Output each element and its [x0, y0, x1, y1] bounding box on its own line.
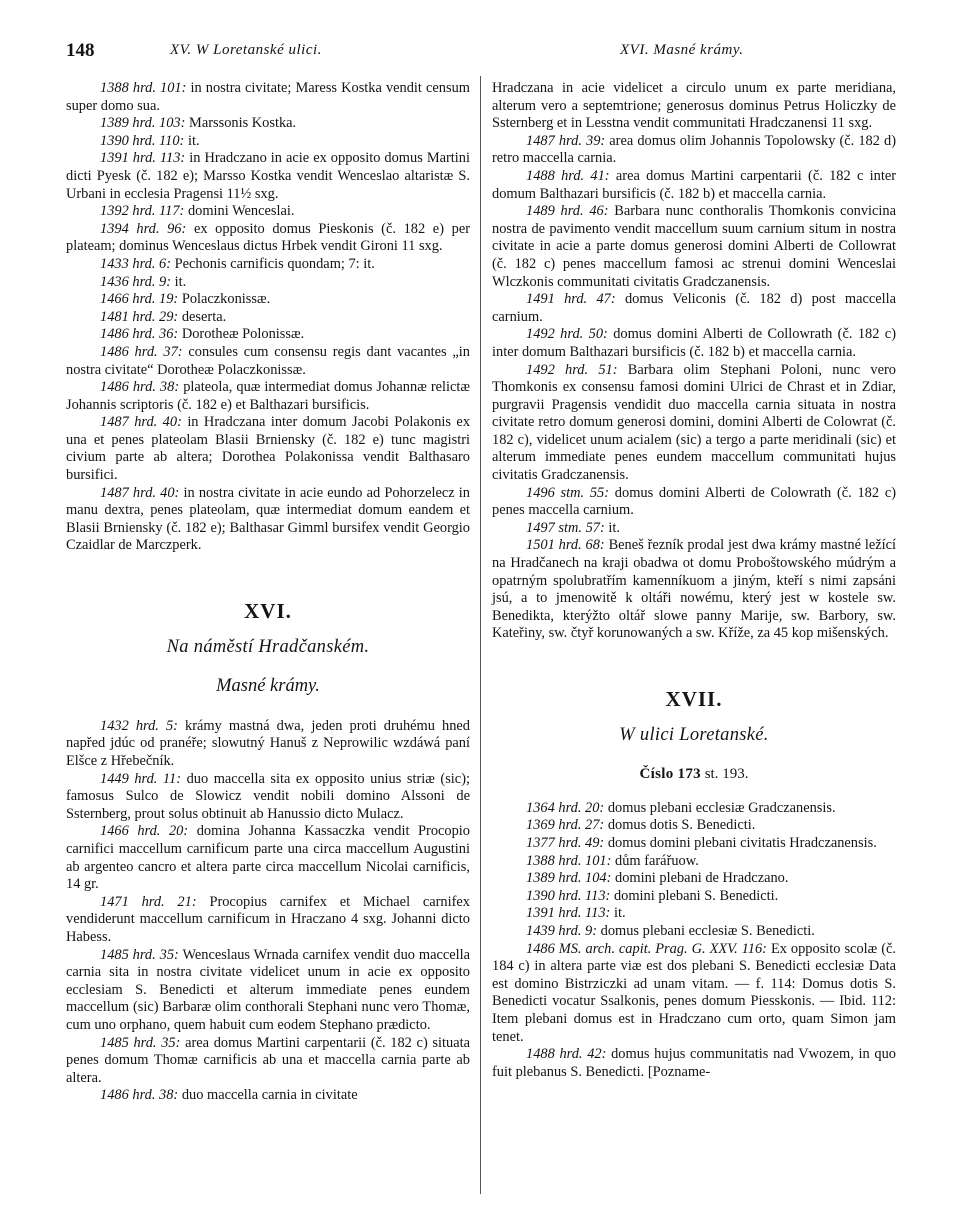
- entry-reference: 1389 hrd. 104:: [526, 870, 612, 887]
- entry-reference: 1391 hrd. 113:: [526, 905, 611, 922]
- record-entry: [492, 853, 896, 871]
- entry-reference: 1481 hrd. 29:: [100, 308, 179, 325]
- entry-text: in nostra civitate; Maress Kostka vendit censum super domo sua.: [66, 80, 470, 114]
- entry-text: it.: [608, 519, 620, 536]
- entry-text: in Hradczana inter domum Jacobi Polakonis ex una et penes plateolam Blasii Brniensky (č. 182 e) tunc magistri civium parte ab altera; Dorothea Polakonissa vendit Balthasaro bursifici.: [66, 414, 471, 484]
- entry-text: duo maccella carnia in civitate: [181, 1087, 358, 1104]
- entry-reference: 1496 stm. 55:: [526, 484, 610, 501]
- record-entry: [66, 291, 470, 309]
- entry-text: in Hradczano in acie ex opposito domus Martini dicti Pyesk (č. 182 e); Marsso Kostka vendit Wenceslao altaristæ S. Urbani in ecclesia Pragensi 11½ sxg.: [66, 150, 470, 202]
- entry-reference: 1486 hrd. 37:: [100, 343, 183, 360]
- record-entry: [66, 894, 470, 947]
- entry-text: it.: [174, 273, 187, 290]
- entry-text: it.: [613, 905, 626, 922]
- entry-text: domus domini Alberti de Colowrath (č. 182 c) penes maccella carnium.: [492, 484, 896, 519]
- record-entry: [66, 203, 470, 221]
- record-entry: [66, 256, 470, 274]
- entry-reference: 1390 hrd. 113:: [526, 887, 611, 904]
- right-running-title: XVI. Masné krámy.: [620, 42, 744, 58]
- entry-text: plateola, quæ intermediat domus Johannæ relictæ Johannis scriptoris (č. 182 e) et Balthazari bursificis.: [66, 379, 471, 413]
- entry-text: Barbara olim Stephani Poloni, nunc vero Thomkonis ex consensu famosi domini Ulrici de Chrast et in Zdiar, purgravii Pragensis vendidit duo maccella carnia situata in nostra civitate retro domum generosi domini, domini Alberti de Colowrat (č. 182 c), videlicet unum acialem (sic) a tergo a parte meridinali (sic) et alterum immediate penes eundem maccellum communitati hujus civitatis Gradczanensis.: [492, 361, 896, 484]
- running-header: [66, 40, 898, 64]
- record-entry: [66, 771, 470, 824]
- page-number: 148: [66, 40, 95, 61]
- record-entry: [492, 485, 896, 520]
- entry-text: deserta.: [181, 308, 227, 325]
- entry-reference: 1439 hrd. 9:: [526, 922, 598, 939]
- entry-reference: 1487 hrd. 39:: [526, 132, 606, 149]
- record-entry: [492, 1046, 896, 1081]
- record-entry: [492, 168, 896, 203]
- entry-text: domus domini plebani civitatis Hradczanensis.: [607, 834, 877, 851]
- record-entry: [66, 326, 470, 344]
- entry-reference: 1486 hrd. 36:: [100, 326, 179, 343]
- record-entry: [492, 800, 896, 818]
- entry-text: area domus olim Johannis Topolowsky (č. 182 d) retro maccella carnia.: [492, 132, 896, 167]
- entry-text: Pechonis carnificis quondam; 7: it.: [174, 255, 375, 272]
- entry-text: domina Johanna Kassaczka vendit Procopio carnifici maccellum carnificum parte una circa maccellum Augustini ab argenteo cancro et altera parte circa maccellum Nicolai carnificis, 14 gr.: [66, 823, 470, 893]
- entry-reference: 1491 hrd. 47:: [526, 291, 616, 308]
- record-entry: [66, 947, 470, 1035]
- record-entry: [492, 941, 896, 1047]
- entry-reference: 1391 hrd. 113:: [100, 150, 186, 167]
- entry-reference: 1392 hrd. 117:: [100, 203, 185, 220]
- record-entry: [492, 537, 896, 643]
- entry-reference: 1449 hrd. 11:: [100, 770, 182, 787]
- entry-text: Barbara nunc conthoralis Thomkonis convicina nostra de pavimento vendit maccellum suum carnium situm in nostra civitate in acie a parte domus generosi domini Alberti de Collowrat (č. 182 c) penes maccellum famosi ac strenui domini Wenceslai Wlczkonis communitati civitatis Gradczanensis.: [492, 203, 896, 290]
- entry-reference: 1364 hrd. 20:: [526, 799, 605, 816]
- record-entry: [66, 718, 470, 771]
- record-entry: [492, 817, 896, 835]
- entry-text: domini plebani S. Benedicti.: [613, 887, 779, 904]
- entry-text: ex opposito domus Pieskonis (č. 182 e) per plateam; dominus Wenceslaus dictus Hrbek vendit Gironi 11 sxg.: [66, 220, 470, 255]
- entry-reference: 1501 hrd. 68:: [526, 537, 605, 554]
- house-number-heading: [492, 766, 896, 784]
- record-entry: [492, 870, 896, 888]
- entry-reference: 1485 hrd. 35:: [100, 1034, 181, 1051]
- entry-reference: 1487 hrd. 40:: [100, 484, 180, 501]
- entry-reference: 1432 hrd. 5:: [100, 717, 178, 734]
- house-number-label: Číslo 173: [639, 766, 701, 783]
- entry-reference: 1388 hrd. 101:: [100, 80, 187, 96]
- entry-reference: 1489 hrd. 46:: [526, 203, 609, 220]
- entry-text: Procopius carnifex et Michael carnifex vendiderunt maccellum carnificum in Hraczano 4 sxg. Johanni dicto Habess.: [66, 893, 470, 945]
- entry-reference: 1466 hrd. 20:: [100, 823, 189, 840]
- record-entry: [66, 1087, 470, 1105]
- entry-reference: 1388 hrd. 101:: [526, 852, 612, 869]
- section-number: XVI.: [244, 599, 292, 624]
- record-entry: [492, 520, 896, 538]
- record-entry: [492, 326, 896, 361]
- record-entry: [66, 379, 470, 414]
- record-entry: [66, 414, 470, 484]
- entry-reference: 1486 hrd. 38:: [100, 379, 180, 396]
- entry-reference: 1488 hrd. 42:: [526, 1046, 607, 1063]
- entry-reference: 1436 hrd. 9:: [100, 273, 172, 290]
- record-entry: [66, 823, 470, 893]
- left-running-title: XV. W Loretanské ulici.: [170, 42, 322, 58]
- entry-reference: 1433 hrd. 6:: [100, 255, 172, 272]
- entry-reference: 1497 stm. 57:: [526, 519, 605, 536]
- entry-text: in nostra civitate in acie eundo ad Pohorzelecz in manu dextra, penes plateolam, quæ intermediat domum eandem et Blasii Brniensky (č. 182 e); Balthasar Gimml bursifex vendit Georgio Czaidlar de Marczperk.: [66, 484, 471, 554]
- entry-reference: 1486 MS. arch. capit. Prag. G. XXV. 116:: [526, 940, 767, 957]
- record-entry: [66, 344, 470, 379]
- entry-text: duo maccella sita ex opposito unius striæ (sic); famosus Sulco de Slowicz vendit nobili domino Alssoni de Ssternberg, prout solus obtinuit ab Hanussio dicto Mulacz.: [66, 770, 470, 822]
- entry-reference: 1488 hrd. 41:: [526, 167, 610, 184]
- entry-reference: 1389 hrd. 103:: [100, 115, 186, 132]
- right-column: [492, 80, 896, 1081]
- entry-reference: 1394 hrd. 96:: [100, 220, 187, 237]
- entry-reference: 1492 hrd. 50:: [526, 326, 608, 343]
- entry-reference: 1485 hrd. 35:: [100, 946, 179, 963]
- record-entry: [66, 1035, 470, 1088]
- entry-text: consules cum consensu regis dant vacantes „in nostra civitate“ Dorotheæ Polaczkonissæ.: [66, 343, 470, 378]
- entry-text: Ex opposito scolæ (č. 184 c) in altera parte viæ est dos plebani S. Benedicti ecclesiæ Data est domino Bistrziczki ad unam vitam. — f. 114: Domus dotis S. Benedicti vocatur Ssalkonis, penes domum Piesskonis. — Ibid. 112: Item plebani domus est in Hradczano cum orto, quam Simon jam tenet.: [492, 940, 896, 1045]
- record-entry: [66, 80, 470, 115]
- entry-text: domini plebani de Hradczano.: [615, 870, 789, 887]
- entry-reference: 1486 hrd. 38:: [100, 1087, 179, 1104]
- entry-reference: 1377 hrd. 49:: [526, 834, 605, 851]
- record-entry: [66, 115, 470, 133]
- record-entry: [66, 221, 470, 256]
- entry-text: domus plebani ecclesiæ S. Benedicti.: [600, 922, 815, 939]
- entry-reference: 1492 hrd. 51:: [526, 361, 618, 378]
- record-entry: [66, 485, 470, 555]
- entry-text: dům farářuow.: [615, 852, 699, 869]
- record-entry: [66, 274, 470, 292]
- column-divider: [480, 76, 481, 1194]
- entry-text: domus domini Alberti de Collowrath (č. 182 c) inter domum Balthazari bursificis (č. 182 b) et maccella carnia.: [492, 326, 896, 360]
- record-entry: [66, 150, 470, 203]
- record-entry: [492, 362, 896, 485]
- entry-text: domus Veliconis (č. 182 d) post maccella carnium.: [492, 291, 897, 325]
- section-title: Na náměstí Hradčanském.: [166, 636, 370, 657]
- record-entry: [492, 291, 896, 326]
- record-entry-continued: Hradczana in acie videlicet a circulo unum ex parte meridiana, alterum vero a septemtrione; generosus dominus Petrus Holiczky de Ssternberg et in Lesstna vendit communitati Hradczanensi 11 sxg.: [492, 80, 896, 132]
- entry-text: area domus Martini carpentarii (č. 182 c) situata penes domum Thomæ carnificis ab una et maccella carnia parte ab altera.: [66, 1034, 470, 1086]
- record-entry: [492, 133, 896, 168]
- record-entry: [492, 905, 896, 923]
- left-column: [66, 80, 470, 1105]
- entry-text: domus hujus communitatis nad Vwozem, in quo fuit plebanus S. Benedicti. [Pozname-: [492, 1046, 896, 1080]
- entry-text: Marssonis Kostka.: [189, 115, 297, 132]
- record-entry: [492, 203, 896, 291]
- entry-text: domini Wenceslai.: [187, 203, 295, 220]
- entry-reference: 1369 hrd. 27:: [526, 817, 605, 834]
- record-entry: [492, 888, 896, 906]
- entry-reference: 1466 hrd. 19:: [100, 291, 179, 308]
- record-entry: [66, 133, 470, 151]
- entry-text: domus dotis S. Benedicti.: [607, 817, 756, 834]
- house-number-old: st. 193.: [704, 766, 749, 783]
- entry-reference: 1487 hrd. 40:: [100, 414, 182, 431]
- section-title: W ulici Loretanské.: [619, 724, 769, 745]
- entry-text: Polaczkonissæ.: [181, 291, 271, 308]
- entry-text: Dorotheæ Polonissæ.: [181, 326, 305, 343]
- entry-text: it.: [187, 132, 200, 149]
- section-subtitle: Masné krámy.: [216, 676, 320, 697]
- record-entry: [66, 309, 470, 327]
- entry-text: area domus Martini carpentarii (č. 182 c inter domum Balthazari bursificis (č. 182 b) et maccella carnia.: [492, 167, 897, 202]
- entry-reference: 1390 hrd. 110:: [100, 132, 185, 149]
- record-entry: [492, 923, 896, 941]
- entry-text: domus plebani ecclesiæ Gradczanensis.: [607, 799, 836, 816]
- section-number: XVII.: [665, 687, 723, 711]
- entry-text: krámy mastná dwa, jeden proti druhému hned napřed jdúc od pranéře; slowutný Hanuš z Neprowilic wzdáwá paní Elšce z Hřebečník.: [66, 717, 470, 769]
- record-entry: [492, 835, 896, 853]
- entry-text: Beneš řezník prodal jest dwa krámy mastné ležící na Hradčanech na kraji obadwa ot domu Proboštowského múdrým a opatrným spolubratřím kamenníkuom a jiným, kteří s nimi zapsáni jsú, a to jmenowitě k oltáři nowému, který jest w kostele sw. Benedikta, kterýžto oltář slowe panny Marije, sw. Barbory, sw. Kateřiny, sw. čtyř korunowaných a sw. Kříže, za 45 kop mišenských.: [492, 537, 896, 642]
- entry-reference: 1471 hrd. 21:: [100, 893, 197, 910]
- entry-text: Wenceslaus Wrnada carnifex vendit duo maccella carnia sita in nostra civitate videlicet unum in acie ex opposito ecclesiam S. Benedicti et alterum immediate penes eundem maccellum (sic) Barbaræ olim conthorali Stephani nunc vero Thomæ, cum uno orphano, quem habuit cum eodem Stephano prædicto.: [66, 946, 471, 1033]
